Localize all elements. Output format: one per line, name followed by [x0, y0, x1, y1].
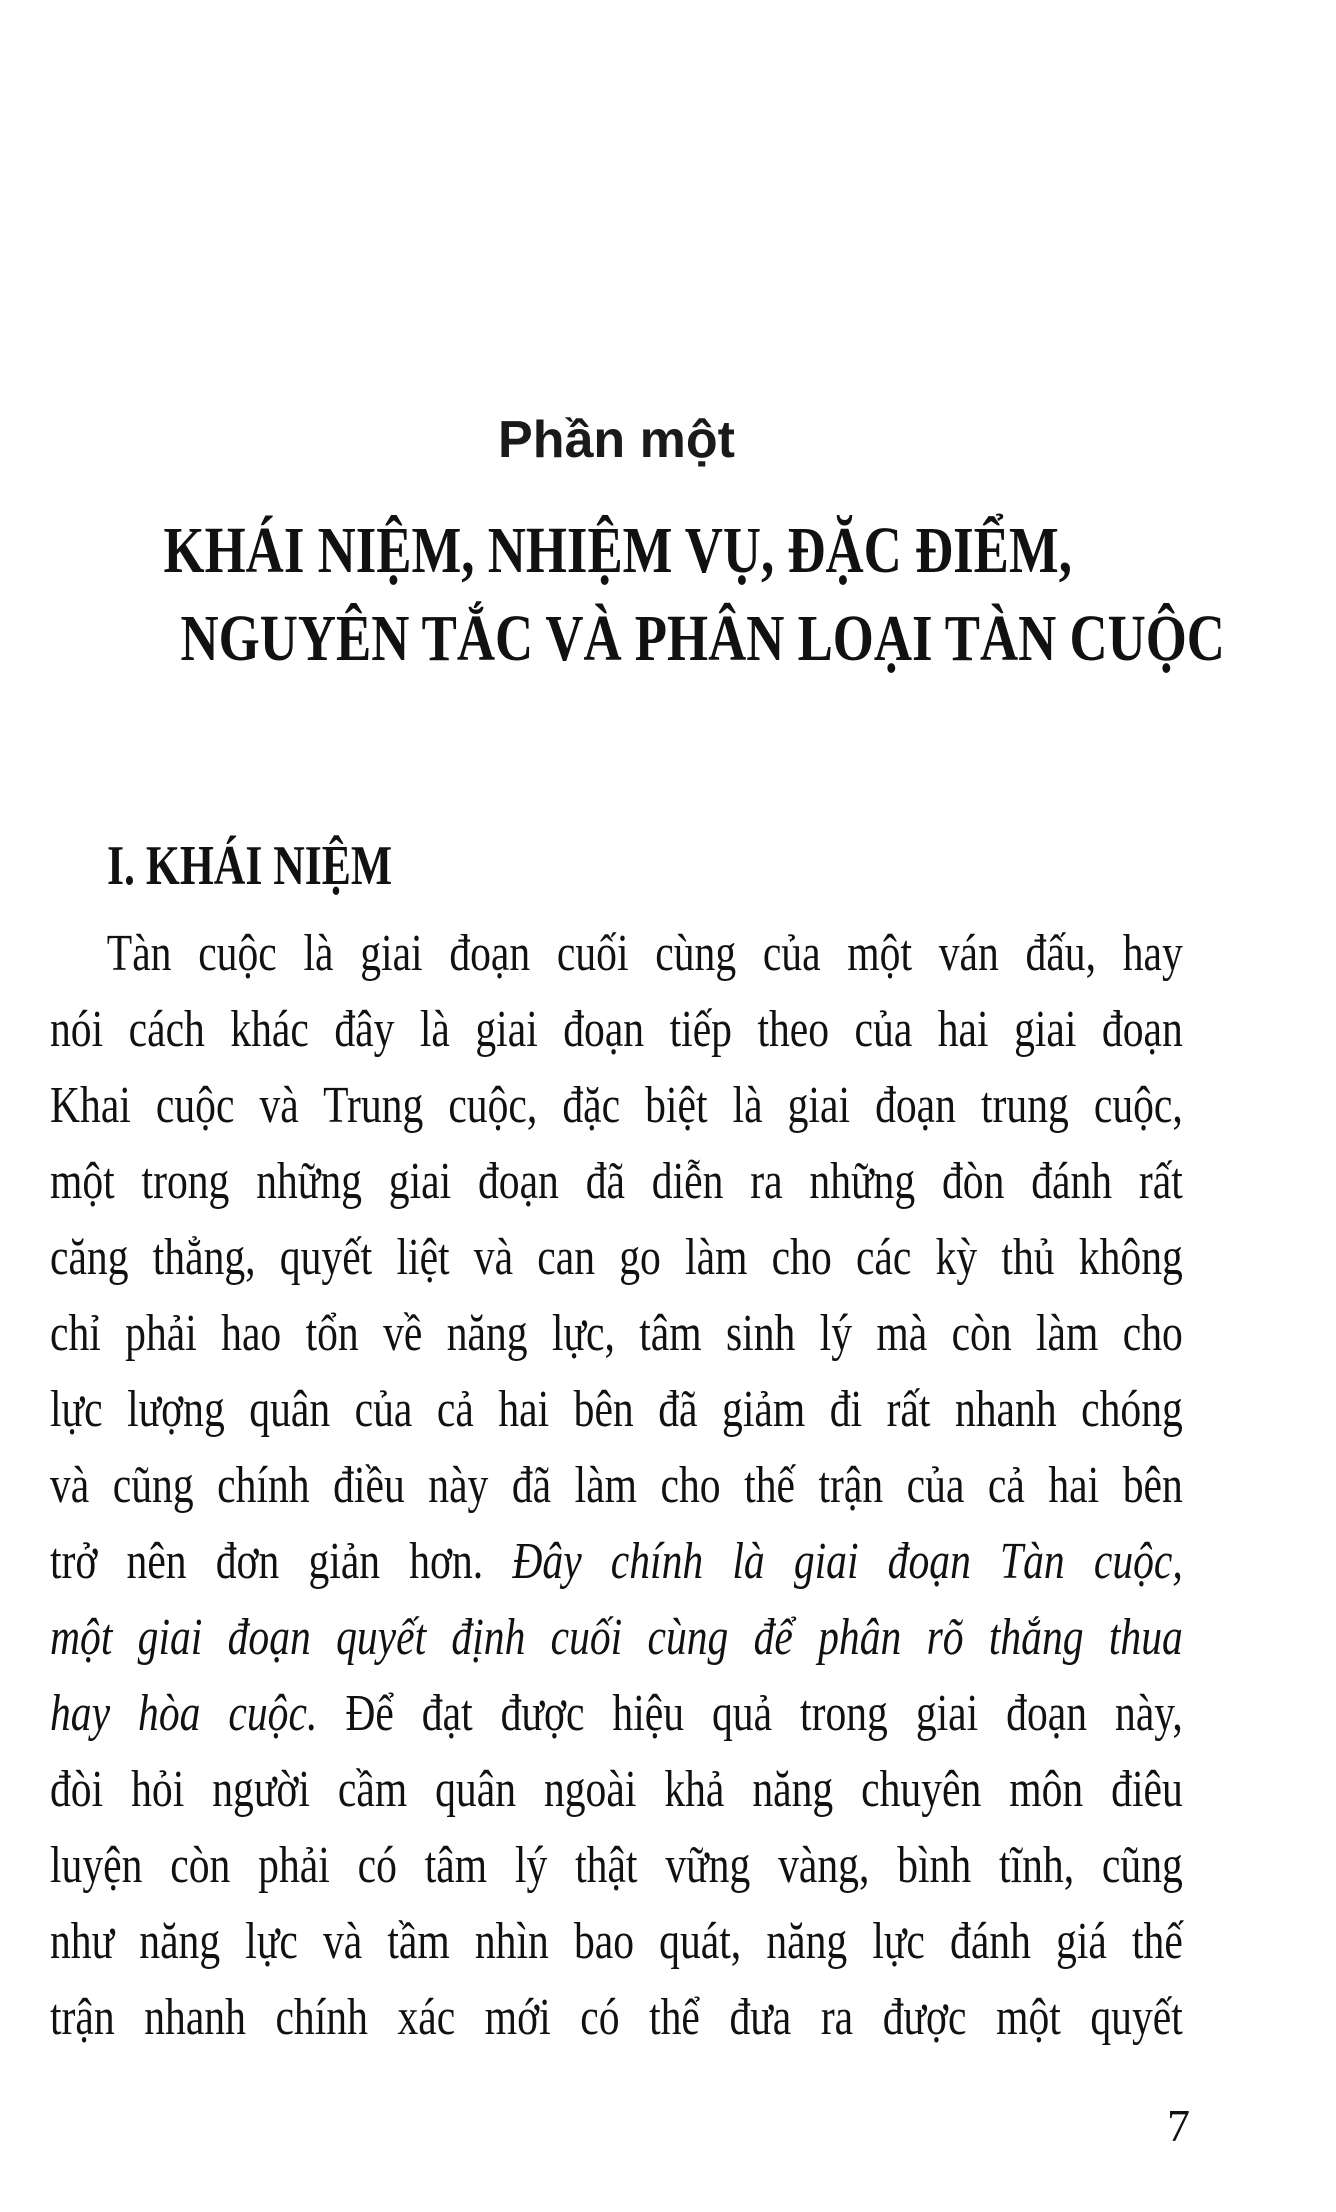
body-text: Khai cuộc và Trung cuộc, đặc biệt là giai đoạn trung cuộc,: [50, 1077, 1183, 1134]
body-text: Tàn cuộc là giai đoạn cuối cùng của một ván đấu, hay: [106, 925, 1183, 982]
section-heading: I. KHÁI NIỆM: [107, 835, 393, 897]
part-label: Phần một: [498, 411, 735, 469]
body-line: [50, 916, 1183, 992]
body-line: [50, 1600, 1183, 1676]
body-line: [50, 1676, 1183, 1752]
body-text: trận nhanh chính xác mới có thể đưa ra được một quyết: [50, 1989, 1183, 2046]
chapter-title-text: KHÁI NIỆM, NHIỆM VỤ, ĐẶC ĐIỂM,: [163, 514, 1072, 587]
chapter-title-text: NGUYÊN TẮC VÀ PHÂN LOẠI TÀN CUỘC: [180, 602, 1225, 675]
body-line: [50, 1828, 1183, 1904]
body-text: một trong những giai đoạn đã diễn ra những đòn đánh rất: [50, 1153, 1183, 1210]
italic-text: hay hòa cuộc.: [50, 1685, 318, 1742]
body-line: [50, 1448, 1183, 1524]
body-line: [50, 1980, 1183, 2056]
italic-text: Đây chính là giai đoạn Tàn cuộc,: [512, 1533, 1183, 1590]
body-text: đòi hỏi người cầm quân ngoài khả năng chuyên môn điêu: [50, 1761, 1183, 1818]
chapter-title-line-1: [50, 511, 1183, 591]
body-text: căng thẳng, quyết liệt và can go làm cho các kỳ thủ không: [50, 1229, 1183, 1286]
body-text: như năng lực và tầm nhìn bao quát, năng lực đánh giá thế: [50, 1913, 1183, 1970]
body-line: [50, 1144, 1183, 1220]
body-paragraph: [50, 916, 1183, 2056]
body-text: chỉ phải hao tổn về năng lực, tâm sinh lý mà còn làm cho: [50, 1305, 1183, 1362]
italic-text: một giai đoạn quyết định cuối cùng để phân rõ thắng thua: [50, 1609, 1183, 1666]
body-line: [50, 1296, 1183, 1372]
body-line: [50, 1524, 1183, 1600]
chapter-title-line-2: [50, 599, 1225, 679]
page-number: 7: [1167, 2100, 1190, 2151]
body-text: và cũng chính điều này đã làm cho thế trận của cả hai bên: [50, 1457, 1183, 1514]
body-text: nói cách khác đây là giai đoạn tiếp theo của hai giai đoạn: [50, 1001, 1183, 1058]
body-line: [50, 1220, 1183, 1296]
body-text: trở nên đơn giản hơn.: [50, 1533, 513, 1590]
body-text: Để đạt được hiệu quả trong giai đoạn này,: [317, 1685, 1183, 1742]
body-text: luyện còn phải có tâm lý thật vững vàng, bình tĩnh, cũng: [50, 1837, 1183, 1894]
body-line: [50, 992, 1183, 1068]
body-line: [50, 1904, 1183, 1980]
body-line: [50, 1752, 1183, 1828]
body-line: [50, 1068, 1183, 1144]
body-line: [50, 1372, 1183, 1448]
body-text: lực lượng quân của cả hai bên đã giảm đi rất nhanh chóng: [50, 1381, 1183, 1438]
